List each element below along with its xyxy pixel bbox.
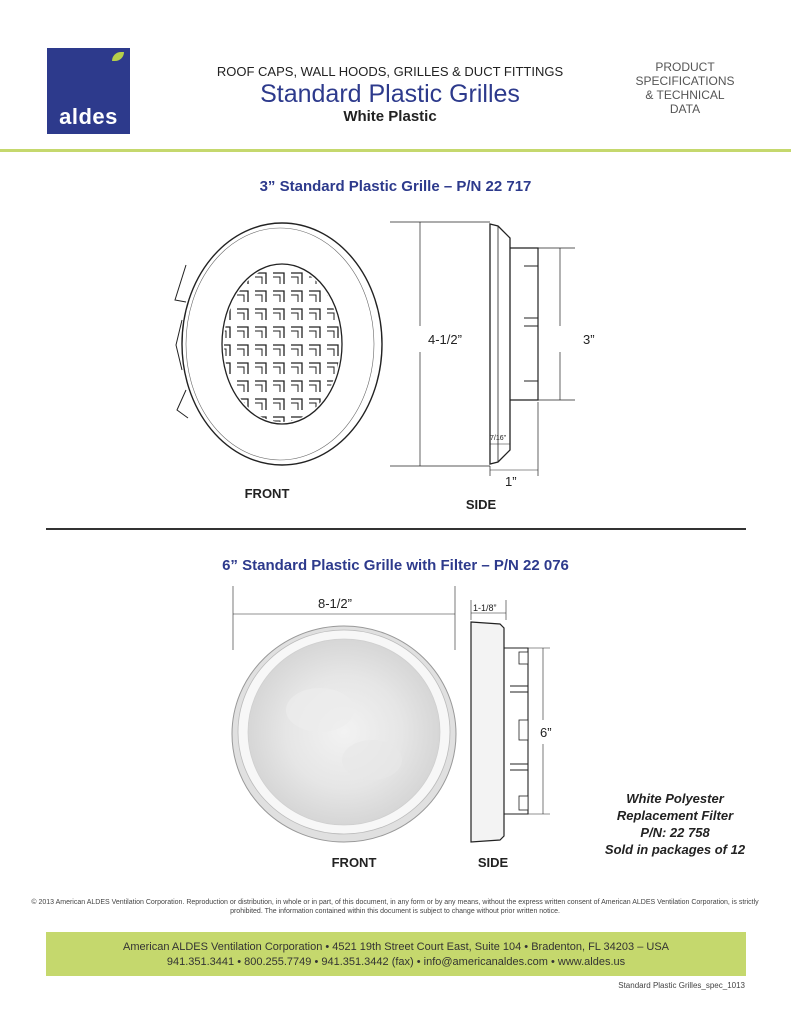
- grille-3in-front-drawing: [175, 223, 382, 465]
- dim-label-depth-6in: 1-1/8”: [473, 603, 497, 613]
- header-supertitle: ROOF CAPS, WALL HOODS, GRILLES & DUCT FITTINGS: [216, 64, 564, 79]
- copyright-notice: © 2013 American ALDES Ventilation Corporation. Reproduction or distribution, in whole or in part, of this document, in any form or by any means, without the express written consent of American ALDES Ventilation Corporation, is strictly prohibited. The information contained within this document is subject to change without prior written notice.: [31, 899, 759, 915]
- dim-label-inner-3in: 3”: [583, 332, 595, 347]
- dim-label-outer-6in: 8-1/2”: [318, 596, 352, 611]
- filter-note-line: P/N: 22 758: [640, 825, 710, 840]
- section-divider: [46, 528, 746, 530]
- spec-code: Standard Plastic Grilles_spec_1013: [618, 981, 745, 990]
- dim-label-inner-6in: 6”: [540, 725, 552, 740]
- footer-contacts: 941.351.3441 • 800.255.7749 • 941.351.3442 (fax) • info@americanaldes.com • www.aldes.us: [166, 956, 626, 968]
- section-title-3in: 3” Standard Plastic Grille – P/N 22 717: [259, 178, 532, 195]
- dim-label-flange-3in: 7/16”: [490, 435, 506, 442]
- filter-note-line: White Polyester: [626, 791, 724, 806]
- filter-note: [585, 790, 765, 858]
- logo-text: aldes: [59, 104, 118, 129]
- side-caption-6in: SIDE: [477, 855, 509, 870]
- page-subtitle: White Plastic: [343, 108, 437, 125]
- page-title: Standard Plastic Grilles: [260, 80, 520, 108]
- grille-6in-front-drawing: [232, 586, 456, 842]
- section-title-6in: 6” Standard Plastic Grille with Filter – P/N 22 076: [222, 557, 569, 574]
- footer-contact-band: [46, 932, 746, 976]
- front-caption-6in: FRONT: [331, 855, 377, 870]
- doc-type-line: SPECIFICATIONS: [635, 74, 735, 88]
- side-caption-3in: SIDE: [465, 497, 497, 512]
- front-caption-3in: FRONT: [244, 486, 290, 501]
- doc-type-line: DATA: [669, 102, 701, 116]
- dim-label-outer-3in: 4-1/2”: [428, 332, 462, 347]
- doc-type-line: & TECHNICAL: [645, 88, 725, 102]
- filter-note-line: Replacement Filter: [616, 808, 734, 823]
- filter-note-line: Sold in packages of 12: [604, 842, 746, 857]
- doc-type-line: PRODUCT: [655, 60, 715, 74]
- footer-address: American ALDES Ventilation Corporation • 4521 19th Street Court East, Suite 104 • Bradenton, FL 34203 – USA: [122, 941, 669, 953]
- dim-label-depth-3in: 1”: [505, 474, 517, 489]
- grille-6in-side-drawing: [471, 600, 550, 842]
